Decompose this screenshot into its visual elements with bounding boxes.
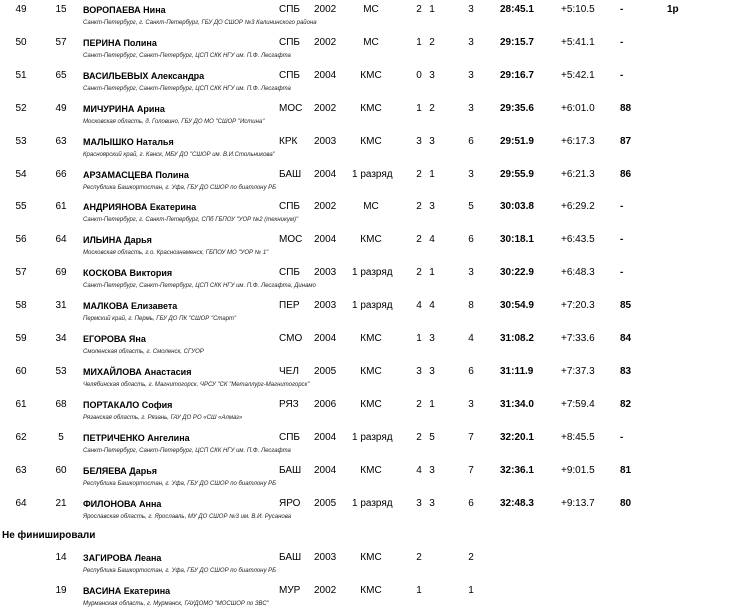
region-code: СМО [279,333,303,344]
finish-time: 32:36.1 [500,464,534,476]
time-behind: +5:42.1 [561,69,595,81]
shooting-2: 3 [429,464,435,476]
points-cell: 88 [620,102,632,114]
shooting-1: 1 [416,333,422,344]
sport-rank: КМС [360,135,382,147]
birth-year: 2003 [314,552,337,563]
time-behind: +7:37.3 [561,365,595,377]
points-cell: 87 [620,135,632,147]
region-code: СПБ [279,69,300,81]
finish-time: 31:11.9 [500,365,534,377]
sport-rank: КМС [360,464,382,476]
sport-rank: 1 разряд [352,267,393,279]
athlete-name: ИЛЬИНА Дарья [83,235,152,246]
penalty-total: 7 [468,464,474,476]
sport-rank: МС [363,201,379,213]
athlete-organization: Пермский край, г. Пермь, ГБУ ДО ПК "СШОР "Старт" [83,316,237,323]
finish-time: 30:22.9 [500,267,534,279]
place-cell: 63 [15,464,27,476]
athlete-name: ВАСИЛЬЕВЫХ Александра [83,70,205,81]
time-behind: +6:17.3 [561,135,595,147]
region-code: МОС [279,234,303,246]
finish-time: 29:55.9 [500,168,534,180]
time-behind: +6:01.0 [561,102,595,114]
athlete-name: ФИЛОНОВА Анна [83,498,162,509]
penalty-total: 5 [468,201,474,213]
bib-cell: 21 [55,497,67,509]
table-row [0,68,750,101]
finish-time: 28:45.1 [500,4,534,15]
bib-cell: 65 [55,69,67,81]
athlete-organization: Республика Башкортостан, г. Уфа, ГБУ ДО СШОР по биатлону РБ [83,568,277,574]
birth-year: 2006 [314,398,337,410]
sport-rank: КМС [360,365,382,377]
birth-year: 2002 [314,102,337,114]
birth-year: 2003 [314,300,337,312]
table-row [0,463,750,496]
points-cell: - [620,431,624,443]
place-cell: 56 [15,234,27,246]
finish-time: 30:18.1 [500,234,534,246]
region-code: КРК [279,135,298,147]
birth-year: 2005 [314,497,337,509]
athlete-name: ЕГОРОВА Яна [83,334,146,344]
bib-cell: 68 [55,398,67,410]
penalty-total: 6 [468,497,474,509]
bib-cell: 57 [55,36,67,48]
sport-rank: КМС [360,552,382,563]
time-behind: +6:21.3 [561,168,595,180]
shooting-2: 3 [429,365,435,377]
sport-rank: 1 разряд [352,431,393,443]
birth-year: 2004 [314,464,337,476]
finish-time: 31:08.2 [500,333,534,344]
time-behind: +7:20.3 [561,300,595,312]
table-row [0,496,750,529]
qualification-cell: 1р [667,4,679,15]
shooting-2: 3 [429,201,435,213]
birth-year: 2004 [314,168,337,180]
shooting-2: 1 [429,398,435,410]
birth-year: 2003 [314,135,337,147]
birth-year: 2002 [314,584,337,596]
bib-cell: 31 [55,300,67,312]
penalty-total: 7 [468,431,474,443]
points-cell: - [620,36,624,48]
bib-cell: 19 [55,584,67,596]
shooting-2: 4 [429,234,435,246]
time-behind: +8:45.5 [561,431,595,443]
penalty-total: 8 [468,300,474,312]
athlete-organization: Рязанская область, г. Рязань, ГАУ ДО РО «СШ «Алмаз» [83,414,243,421]
table-row [0,232,750,265]
sport-rank: МС [363,4,379,15]
table-row [0,101,750,134]
time-behind: +9:13.7 [561,497,595,509]
table-row [0,265,750,298]
penalty-total: 3 [468,168,474,180]
athlete-organization: Санкт-Петербург, Санкт-Петербург, ЦСП СКК НГУ им. П.Ф. Лесгафта [83,52,291,59]
athlete-name: МАЛКОВА Елизавета [83,301,178,312]
birth-year: 2002 [314,201,337,213]
shooting-1: 2 [416,267,422,279]
place-cell: 62 [15,431,27,443]
shooting-1: 2 [416,431,422,443]
birth-year: 2004 [314,431,337,443]
finish-time: 30:03.8 [500,201,534,213]
athlete-organization: Санкт-Петербург, Санкт-Петербург, ЦСП СКК НГУ им. П.Ф. Лесгафта, Динамо [83,283,316,290]
birth-year: 2004 [314,69,337,81]
penalty-total: 3 [468,69,474,81]
points-cell: 82 [620,398,632,410]
bib-cell: 61 [55,201,67,213]
shooting-1: 1 [416,102,422,114]
points-cell: 80 [620,497,632,509]
region-code: ЯРО [279,497,301,509]
region-code: МОС [279,102,303,114]
birth-year: 2005 [314,365,337,377]
place-cell: 55 [15,201,27,213]
region-code: ЧЕЛ [279,365,299,377]
shooting-1: 2 [416,552,422,563]
athlete-name: АНДРИЯНОВА Екатерина [83,202,197,213]
table-row [0,430,750,463]
shooting-2: 3 [429,333,435,344]
shooting-1: 2 [416,201,422,213]
region-code: БАШ [279,552,302,563]
shooting-1: 0 [416,69,422,81]
athlete-organization: Санкт-Петербург, Санкт-Петербург, ЦСП СКК НГУ им. П.Ф. Лесгафта [83,85,291,92]
points-cell: - [620,267,624,279]
sport-rank: МС [363,36,379,48]
athlete-organization: Санкт-Петербург, г. Санкт-Петербург, ГБУ ДО СШОР №3 Калининского района [83,20,317,26]
dnf-section-title: Не финишировали [2,530,96,541]
points-cell: - [620,69,624,81]
region-code: МУР [279,584,301,596]
athlete-organization: Московская область, д. Головино, ГБУ ДО МО "СШОР "Истина" [83,118,265,125]
points-cell: 85 [620,300,632,312]
penalty-total: 4 [468,333,474,344]
region-code: СПБ [279,201,300,213]
birth-year: 2002 [314,4,337,15]
athlete-organization: Смоленская область, г. Смоленск, СГУОР [83,349,204,355]
place-cell: 60 [15,365,27,377]
shooting-2: 3 [429,135,435,147]
place-cell: 57 [15,267,27,279]
finish-time: 29:16.7 [500,69,534,81]
sport-rank: КМС [360,102,382,114]
penalty-total: 6 [468,135,474,147]
athlete-organization: Мурманская область, г. Мурманск, ГАУДОМО "МОСШОР по ЗВС" [83,600,269,607]
shooting-1: 3 [416,365,422,377]
finish-time: 29:35.6 [500,102,534,114]
bib-cell: 69 [55,267,67,279]
bib-cell: 49 [55,102,67,114]
birth-year: 2003 [314,267,337,279]
region-code: СПБ [279,36,300,48]
finish-time: 31:34.0 [500,398,534,410]
table-row [0,298,750,331]
bib-cell: 34 [55,333,67,344]
athlete-organization: Московская область, г.о. Краснознаменск, ГБПОУ МО "УОР № 1" [83,250,269,257]
shooting-2: 3 [429,69,435,81]
place-cell: 49 [15,4,27,15]
region-code: СПБ [279,431,300,443]
athlete-organization: Республика Башкортостан, г. Уфа, ГБУ ДО СШОР по биатлону РБ [83,480,277,487]
birth-year: 2004 [314,333,337,344]
place-cell: 64 [15,497,27,509]
time-behind: +6:48.3 [561,267,595,279]
finish-time: 32:20.1 [500,431,534,443]
shooting-1: 3 [416,135,422,147]
place-cell: 59 [15,333,27,344]
penalty-total: 3 [468,36,474,48]
athlete-organization: Красноярский край, г. Канск, МБУ ДО "СШОР им. В.И.Стольникова" [83,151,275,158]
penalty-total: 6 [468,234,474,246]
penalty-total: 3 [468,4,474,15]
shooting-2: 1 [429,4,435,15]
bib-cell: 15 [55,4,67,15]
shooting-2: 1 [429,267,435,279]
sport-rank: КМС [360,584,382,596]
athlete-name: КОСКОВА Виктория [83,268,173,279]
shooting-2: 5 [429,431,435,443]
bib-cell: 5 [58,431,64,443]
athlete-name: МИЧУРИНА Арина [83,103,165,114]
athlete-organization: Республика Башкортостан, г. Уфа, ГБУ ДО СШОР по биатлону РБ [83,184,277,191]
athlete-name: ВОРОПАЕВА Нина [83,5,166,15]
place-cell: 52 [15,102,27,114]
finish-time: 30:54.9 [500,300,534,312]
athlete-name: ПОРТАКАЛО София [83,399,173,410]
shooting-1: 2 [416,168,422,180]
athlete-organization: Санкт-Петербург, Санкт-Петербург, ЦСП СКК НГУ им. П.Ф. Лесгафта [83,447,291,454]
finish-time: 32:48.3 [500,497,534,509]
table-row [0,2,750,35]
athlete-name: ПЕРИНА Полина [83,37,157,48]
shooting-2: 2 [429,102,435,114]
finish-time: 29:51.9 [500,135,534,147]
sport-rank: КМС [360,333,382,344]
time-behind: +9:01.5 [561,464,595,476]
bib-cell: 53 [55,365,67,377]
penalty-total: 3 [468,102,474,114]
shooting-2: 2 [429,36,435,48]
shooting-2: 4 [429,300,435,312]
athlete-organization: Ярославская область, г. Ярославль, МУ ДО СШОР №3 им. В.И. Русанова [83,513,292,520]
athlete-name: МАЛЫШКО Наталья [83,136,174,147]
place-cell: 51 [15,69,27,81]
athlete-name: МИХАЙЛОВА Анастасия [83,366,192,377]
penalty-total: 6 [468,365,474,377]
time-behind: +7:59.4 [561,398,595,410]
points-cell: 83 [620,365,632,377]
shooting-1: 4 [416,300,422,312]
athlete-name: ПЕТРИЧЕНКО Ангелина [83,432,190,443]
table-row [0,167,750,200]
points-cell: 86 [620,168,632,180]
birth-year: 2002 [314,36,337,48]
points-cell: - [620,234,624,246]
athlete-name: БЕЛЯЕВА Дарья [83,465,158,476]
region-code: СПБ [279,4,300,15]
points-cell: 81 [620,464,632,476]
points-cell: 84 [620,333,632,344]
table-row [0,583,750,616]
penalty-total: 2 [468,552,474,563]
athlete-name: АРЗАМАСЦЕВА Полина [83,169,189,180]
shooting-1: 1 [416,584,422,596]
sport-rank: 1 разряд [352,497,393,509]
birth-year: 2004 [314,234,337,246]
sport-rank: 1 разряд [352,168,393,180]
penalty-total: 3 [468,267,474,279]
time-behind: +6:43.5 [561,234,595,246]
shooting-2: 3 [429,497,435,509]
sport-rank: КМС [360,234,382,246]
place-cell: 50 [15,36,27,48]
athlete-name: ЗАГИРОВА Леана [83,553,162,563]
time-behind: +5:10.5 [561,4,595,15]
shooting-1: 2 [416,4,422,15]
place-cell: 58 [15,300,27,312]
penalty-total: 1 [468,584,474,596]
table-row [0,134,750,167]
athlete-organization: Санкт-Петербург, г. Санкт-Петербург, СПб ГБПОУ "УОР №2 (техникум)" [83,217,299,224]
time-behind: +6:29.2 [561,201,595,213]
table-row [0,550,750,583]
table-row [0,35,750,68]
place-cell: 54 [15,168,27,180]
region-code: БАШ [279,464,302,476]
bib-cell: 60 [55,464,67,476]
place-cell: 61 [15,398,27,410]
region-code: ПЕР [279,300,300,312]
shooting-1: 4 [416,464,422,476]
bib-cell: 14 [55,552,67,563]
table-row [0,397,750,430]
bib-cell: 63 [55,135,67,147]
time-behind: +7:33.6 [561,333,595,344]
shooting-2: 1 [429,168,435,180]
athlete-name: ВАСИНА Екатерина [83,585,171,596]
athlete-organization: Челябинская область, г. Магнитогорск, ЧРСУ "СК "Металлург-Магнитогорск" [83,381,310,388]
table-row [0,331,750,364]
shooting-1: 1 [416,36,422,48]
points-cell: - [620,4,624,15]
region-code: РЯЗ [279,398,299,410]
bib-cell: 64 [55,234,67,246]
finish-time: 29:15.7 [500,36,534,48]
points-cell: - [620,201,624,213]
penalty-total: 3 [468,398,474,410]
sport-rank: КМС [360,398,382,410]
shooting-1: 3 [416,497,422,509]
place-cell: 53 [15,135,27,147]
time-behind: +5:41.1 [561,36,595,48]
bib-cell: 66 [55,168,67,180]
shooting-1: 2 [416,398,422,410]
sport-rank: КМС [360,69,382,81]
table-row [0,199,750,232]
region-code: СПБ [279,267,300,279]
shooting-1: 2 [416,234,422,246]
sport-rank: 1 разряд [352,300,393,312]
table-row [0,364,750,397]
region-code: БАШ [279,168,302,180]
